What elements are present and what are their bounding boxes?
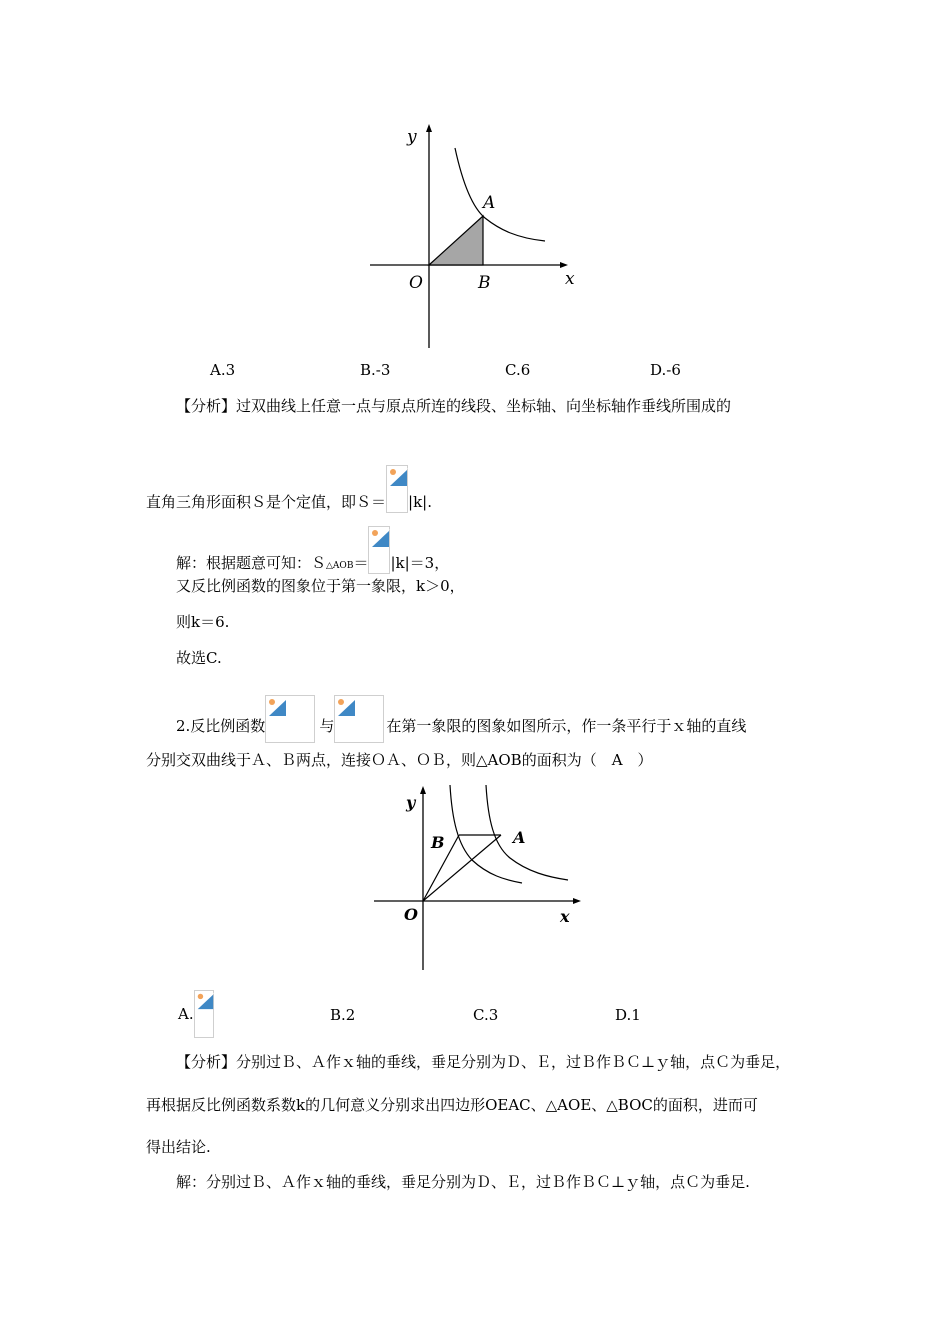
- broken-image-icon: [266, 696, 288, 718]
- formula-image-placeholder: [265, 695, 315, 743]
- q1-solution-subscript: △AOB: [326, 561, 354, 571]
- point-b-label: B: [431, 833, 445, 852]
- q1-analysis-line-1: 【分析】过双曲线上任意一点与原点所连的线段、坐标轴、向坐标轴作垂线所围成的: [176, 397, 732, 415]
- broken-image-icon: [369, 527, 391, 549]
- shaded-triangle-aob: [429, 216, 483, 265]
- q2-option-b: B.2: [330, 1006, 356, 1024]
- origin-label: O: [404, 905, 418, 924]
- q2-analysis-line-3: 得出结论.: [146, 1138, 211, 1156]
- x-axis-arrow: [560, 262, 568, 268]
- x-axis-label: x: [560, 907, 570, 926]
- formula-image-placeholder: [334, 695, 384, 743]
- q2-analysis-line-1: 【分析】分别过Ｂ、Ａ作ｘ轴的垂线，垂足分别为Ｄ、Ｅ，过Ｂ作ＢＣ⊥ｙ轴，点Ｃ为垂足，: [176, 1053, 791, 1071]
- point-b-label: B: [478, 273, 491, 293]
- q2-option-a: [178, 990, 214, 1038]
- y-axis-arrow: [420, 786, 426, 794]
- q2-option-d: D.1: [615, 1006, 641, 1024]
- point-a-label: A: [513, 828, 526, 847]
- point-a-label: A: [483, 193, 496, 213]
- broken-image-icon: [335, 696, 357, 718]
- q2-option-a-label: A.: [178, 1005, 194, 1023]
- q1-solution-line-4: 故选C.: [176, 649, 222, 667]
- q2-stem-line-1: [176, 695, 746, 743]
- y-axis-label: y: [407, 127, 417, 147]
- outer-hyperbola: [486, 785, 568, 880]
- q2-analysis-line-2: 再根据反比例函数系数k的几何意义分别求出四边形OEAC、△AOE、△BOC的面积，进而可: [146, 1096, 758, 1114]
- broken-image-icon: [387, 466, 409, 488]
- q1-solution-line-3: 则k＝6.: [176, 613, 230, 631]
- q1-solution-line-2: 又反比例函数的图象位于第一象限，k＞0，: [176, 577, 465, 595]
- x-axis-arrow: [573, 898, 581, 904]
- q2-stem-line-2: 分别交双曲线于Ａ、Ｂ两点，连接ＯＡ、ＯＢ，则△AOB的面积为（ A ）: [146, 751, 653, 769]
- broken-image-icon: [195, 991, 215, 1011]
- formula-image-placeholder: [386, 465, 408, 513]
- q1-solution-text: 解：根据题意可知：Ｓ: [176, 554, 327, 572]
- q1-analysis-line-2-text: 直角三角形面积Ｓ是个定值，即Ｓ＝: [146, 493, 387, 511]
- figure-1-hyperbola-triangle: [365, 120, 585, 350]
- x-axis-label: x: [565, 269, 575, 289]
- formula-image-placeholder: [194, 990, 214, 1038]
- y-axis-label: y: [406, 793, 416, 812]
- q2-stem-text-pre: 2.反比例函数: [176, 717, 266, 735]
- q1-analysis-line-2-abs: |k|.: [408, 493, 432, 511]
- q1-solution-equals: ＝: [353, 554, 369, 572]
- q1-option-a: A.3: [210, 361, 236, 379]
- hyperbola-curve: [455, 148, 545, 241]
- y-axis-arrow: [426, 124, 432, 132]
- q2-stem-text-post: 在第一象限的图象如图所示，作一条平行于ｘ轴的直线: [386, 717, 747, 735]
- q2-option-c: C.3: [473, 1006, 499, 1024]
- q1-option-b: B.-3: [360, 361, 391, 379]
- origin-label: O: [409, 273, 423, 293]
- q2-stem-text-mid: 与: [319, 717, 335, 735]
- q1-solution-line-1: [176, 526, 449, 576]
- q1-analysis-line-2: [146, 465, 432, 513]
- q1-solution-result: |k|＝3，: [390, 554, 450, 572]
- figure-2-two-hyperbolas: [370, 780, 585, 975]
- q2-solution-line-1: 解：分别过Ｂ、Ａ作ｘ轴的垂线，垂足分别为Ｄ、Ｅ，过Ｂ作ＢＣ⊥ｙ轴，点Ｃ为垂足.: [176, 1173, 750, 1191]
- q1-option-d: D.-6: [650, 361, 681, 379]
- formula-image-placeholder: [368, 526, 390, 574]
- q1-option-c: C.6: [505, 361, 531, 379]
